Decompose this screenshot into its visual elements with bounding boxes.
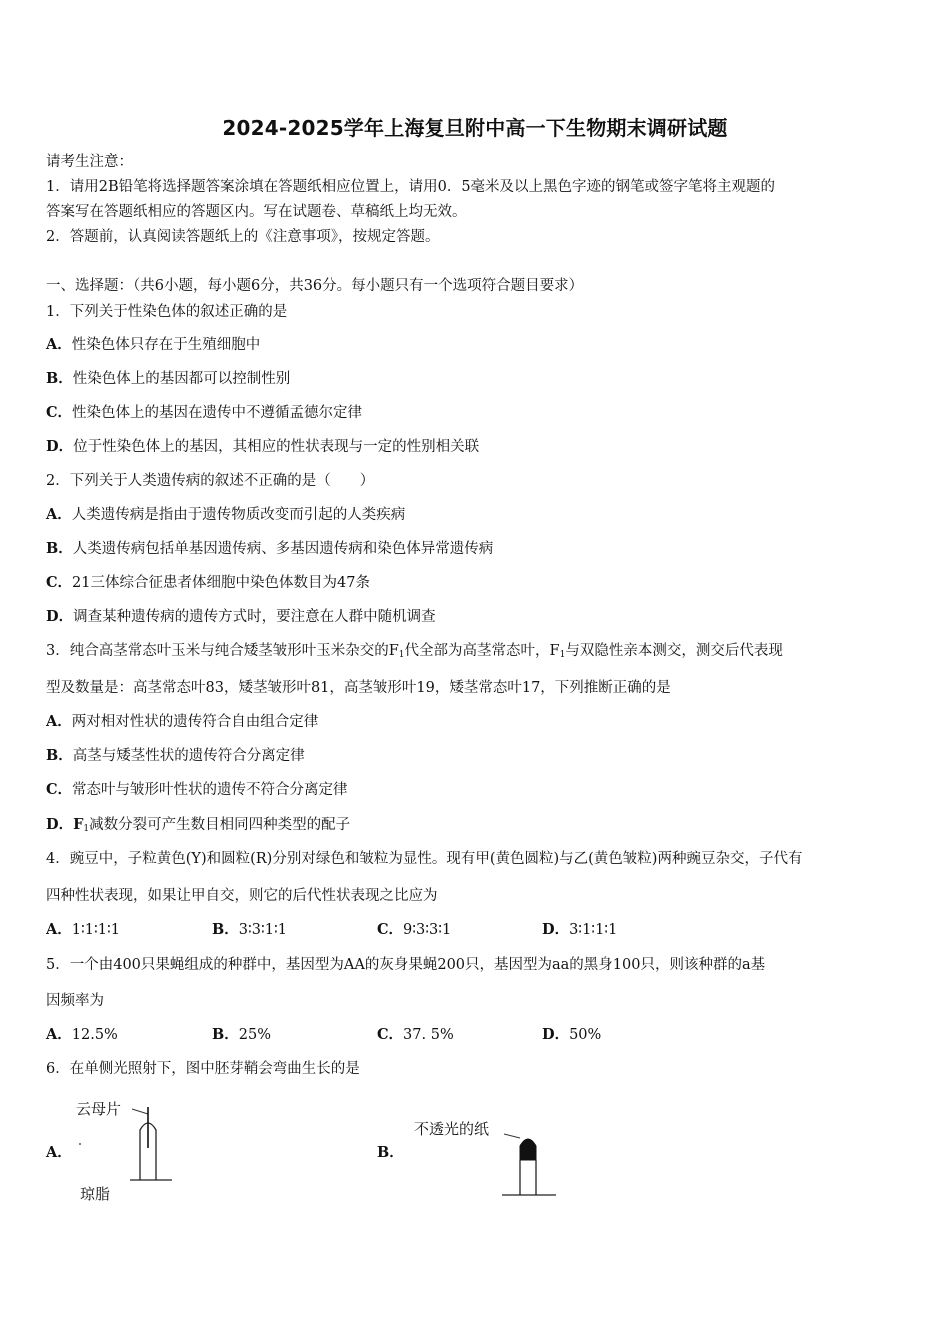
coleoptile-outline bbox=[520, 1160, 536, 1195]
option-text: 人类遗传病包括单基因遗传病、多基因遗传病和染色体异常遗传病 bbox=[72, 541, 494, 557]
option-text: 调查某种遗传病的遗传方式时，要注意在人群中随机调查 bbox=[73, 609, 436, 625]
q5-option-b bbox=[212, 1025, 271, 1045]
option-label: C． bbox=[377, 1026, 404, 1043]
q3-stem-line-1 bbox=[46, 641, 916, 665]
notice-heading: 请考生注意： bbox=[46, 154, 133, 170]
opaque-paper-label: 不透光的纸 bbox=[414, 1120, 490, 1138]
option-text: F bbox=[73, 816, 84, 833]
notice-item-1-line-2: 答案写在答题纸相应的答题区内。写在试题卷、草稿纸上均无效。 bbox=[46, 204, 467, 220]
option-label: C． bbox=[46, 404, 73, 421]
q4-option-a bbox=[46, 920, 120, 940]
option-text: 3∶1∶1∶1 bbox=[569, 922, 618, 938]
q5-stem-line-1: 5．一个由400只果蝇组成的种群中，基因型为AA的灰身果蝇200只，基因型为aa的黑身100只，则该种群的a基 bbox=[46, 957, 766, 973]
option-label: D． bbox=[542, 921, 570, 938]
option-text: 37. 5% bbox=[403, 1027, 454, 1043]
option-text: 性染色体上的基因在遗传中不遵循孟德尔定律 bbox=[72, 405, 363, 421]
q4-options bbox=[46, 920, 916, 940]
q2-option-c bbox=[46, 573, 916, 593]
option-text: 高茎与矮茎性状的遗传符合分离定律 bbox=[72, 748, 305, 764]
q5-option-a bbox=[46, 1025, 118, 1045]
option-text: 12.5% bbox=[71, 1027, 118, 1043]
mica-pointer bbox=[132, 1109, 148, 1114]
q4-stem-line-1: 4．豌豆中，子粒黄色(Y)和圆粒(R)分别对绿色和皱粒为显性。现有甲(黄色圆粒)与乙(黄色皱粒)两种豌豆杂交，子代有 bbox=[46, 851, 803, 867]
subscript: 1 bbox=[398, 650, 405, 660]
option-label: C． bbox=[46, 781, 73, 798]
option-label: D． bbox=[542, 1026, 570, 1043]
subscript: 1 bbox=[559, 650, 566, 660]
option-label: D． bbox=[46, 438, 74, 455]
paper-pointer bbox=[504, 1134, 520, 1138]
option-label: D． bbox=[46, 608, 74, 625]
q5-option-c bbox=[377, 1025, 454, 1045]
subscript: 1 bbox=[83, 824, 90, 834]
q1-option-d bbox=[46, 437, 916, 457]
option-text: 常态叶与皱形叶性状的遗传不符合分离定律 bbox=[72, 782, 348, 798]
q1-option-c bbox=[46, 403, 916, 423]
notice-item-2: 2．答题前，认真阅读答题纸上的《注意事项》，按规定答题。 bbox=[46, 229, 440, 245]
option-text: 性染色体上的基因都可以控制性别 bbox=[72, 371, 291, 387]
option-text: 21三体综合征患者体细胞中染色体数目为47条 bbox=[72, 575, 370, 591]
option-label: A． bbox=[46, 1144, 72, 1161]
q6-figure-a bbox=[70, 1092, 190, 1207]
option-text: 1∶1∶1∶1 bbox=[71, 922, 120, 938]
option-label: C． bbox=[377, 921, 404, 938]
option-label: C． bbox=[46, 574, 73, 591]
q2-option-b bbox=[46, 539, 916, 559]
option-label: B． bbox=[377, 1144, 404, 1161]
q1-option-a bbox=[46, 335, 916, 355]
option-label: B． bbox=[212, 1026, 239, 1043]
notice-item-1-line-1: 1．请用2B铅笔将选择题答案涂填在答题纸相应位置上，请用0．5毫米及以上黑色字迹的钢笔或签字笔将主观题的 bbox=[46, 179, 776, 195]
q4-option-c bbox=[377, 920, 451, 940]
q5-options bbox=[46, 1025, 916, 1045]
option-label: B． bbox=[46, 747, 73, 764]
option-label: A． bbox=[46, 506, 72, 523]
opaque-cap-icon bbox=[520, 1139, 536, 1160]
option-label: A． bbox=[46, 336, 72, 353]
q3-stem-part: 代全部为高茎常态叶，F bbox=[404, 643, 560, 659]
q2-stem: 2．下列关于人类遗传病的叙述不正确的是（ ） bbox=[46, 473, 375, 489]
mica-label: 云母片 bbox=[76, 1100, 122, 1118]
option-label: B． bbox=[46, 370, 73, 387]
q6-figure-b bbox=[412, 1112, 562, 1202]
option-label: B． bbox=[212, 921, 239, 938]
q2-option-d bbox=[46, 607, 916, 627]
q3-option-d bbox=[46, 815, 916, 839]
option-label: D． bbox=[46, 816, 74, 833]
q4-stem-line-2: 四种性状表现，如果让甲自交，则它的后代性状表现之比应为 bbox=[46, 888, 438, 904]
page-title: 2024-2025学年上海复旦附中高一下生物期末调研试题 bbox=[222, 116, 728, 140]
section-heading: 一、选择题：（共6小题，每小题6分，共36分。每小题只有一个选项符合题目要求） bbox=[46, 278, 584, 294]
option-label: A． bbox=[46, 921, 72, 938]
q2-option-a bbox=[46, 505, 916, 525]
option-text: 25% bbox=[238, 1027, 271, 1043]
option-label: A． bbox=[46, 1026, 72, 1043]
q3-option-b bbox=[46, 746, 916, 766]
q6-option-b-label bbox=[377, 1143, 417, 1163]
q3-option-c bbox=[46, 780, 916, 800]
option-text: 9∶3∶3∶1 bbox=[403, 922, 452, 938]
q5-option-d bbox=[542, 1025, 601, 1045]
option-text: 位于性染色体上的基因，其相应的性状表现与一定的性别相关联 bbox=[73, 439, 480, 455]
q6-stem: 6．在单侧光照射下，图中胚芽鞘会弯曲生长的是 bbox=[46, 1061, 360, 1077]
q4-option-b bbox=[212, 920, 287, 940]
option-text: 性染色体只存在于生殖细胞中 bbox=[71, 337, 261, 353]
agar-label: 琼脂 bbox=[80, 1185, 111, 1203]
option-text: 减数分裂可产生数目相同四种类型的配子 bbox=[89, 817, 351, 833]
option-text: 人类遗传病是指由于遗传物质改变而引起的人类疾病 bbox=[71, 507, 406, 523]
q1-stem: 1．下列关于性染色体的叙述正确的是 bbox=[46, 304, 288, 320]
q4-option-d bbox=[542, 920, 617, 940]
option-text: 3∶3∶1∶1 bbox=[238, 922, 287, 938]
q5-stem-line-2: 因频率为 bbox=[46, 993, 104, 1009]
dot-mark bbox=[79, 1143, 81, 1145]
q3-stem-part: 3．纯合高茎常态叶玉米与纯合矮茎皱形叶玉米杂交的F bbox=[46, 643, 399, 659]
option-label: A． bbox=[46, 713, 72, 730]
q1-option-b bbox=[46, 369, 916, 389]
option-text: 两对相对性状的遗传符合自由组合定律 bbox=[71, 714, 319, 730]
q3-stem-part: 与双隐性亲本测交，测交后代表现 bbox=[565, 643, 783, 659]
q3-option-a bbox=[46, 712, 916, 732]
q3-stem-line-2: 型及数量是：高茎常态叶83，矮茎皱形叶81，高茎皱形叶19，矮茎常态叶17，下列推断正确的是 bbox=[46, 680, 671, 696]
option-text: 50% bbox=[569, 1027, 602, 1043]
option-label: B． bbox=[46, 540, 73, 557]
